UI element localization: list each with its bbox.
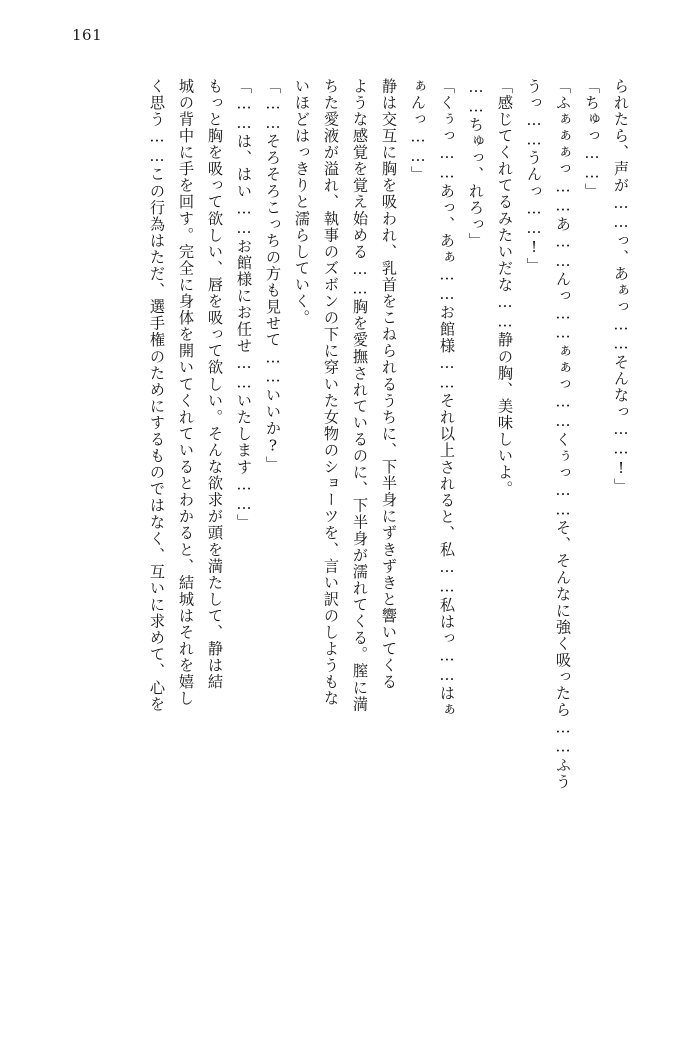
vertical-text-block (40, 78, 628, 1018)
text-column: く思う……この行為はただ、選手権のためにするものではなく、互いに求めて、心を (148, 78, 166, 713)
text-column: うっ……うんっ……!」 (525, 78, 543, 275)
text-column: いほどはっきりと濡らしていく。 (293, 78, 311, 327)
text-column: ぁんっ……」 (409, 78, 427, 183)
text-column: 「ふぁぁぁっ……あ……んっ……ぁぁっ……くぅっ……そ、そんなに強く吸ったら……ふう (554, 78, 572, 791)
text-column: ような感覚を覚え始める……胸を愛撫されているのに、下半身が濡れてくる。膣に満 (351, 78, 369, 713)
text-column: 「感じてくれてるみたいだな……静の胸、美味しいよ。 (496, 78, 514, 498)
text-column: 静は交互に胸を吸われ、乳首をこねられるうちに、下半身にずきずきと響いてくる (380, 78, 398, 691)
text-column: 「ちゅっ……」 (583, 78, 601, 200)
text-column: もっと胸を吸って欲しい、唇を吸って欲しい。そんな欲求が頭を満たして、静は結 (206, 78, 224, 691)
text-column: ちた愛液が溢れ、執事のズボンの下に穿いた女物のショーツを、言い訳のしようもな (322, 78, 340, 707)
text-column: られたら、声が……っ、あぁっ……そんなっ……!」 (612, 78, 630, 495)
text-column: 「くぅっ……あっ、あぁ……お館様……それ以上されると、私……私はっ……はぁ (438, 78, 456, 719)
text-column: 「……は、はい……お館様にお任せ……いたします……」 (235, 78, 253, 531)
page-number: 161 (72, 26, 103, 44)
text-column: ……ちゅっ、れろっ」 (467, 78, 485, 250)
text-column: 城の背中に手を回す。完全に身体を開いてくれているとわかると、結城はそれを嬉し (177, 78, 195, 707)
text-column: 「……そろそろこっちの方も見せて……いいか?」 (264, 78, 282, 473)
